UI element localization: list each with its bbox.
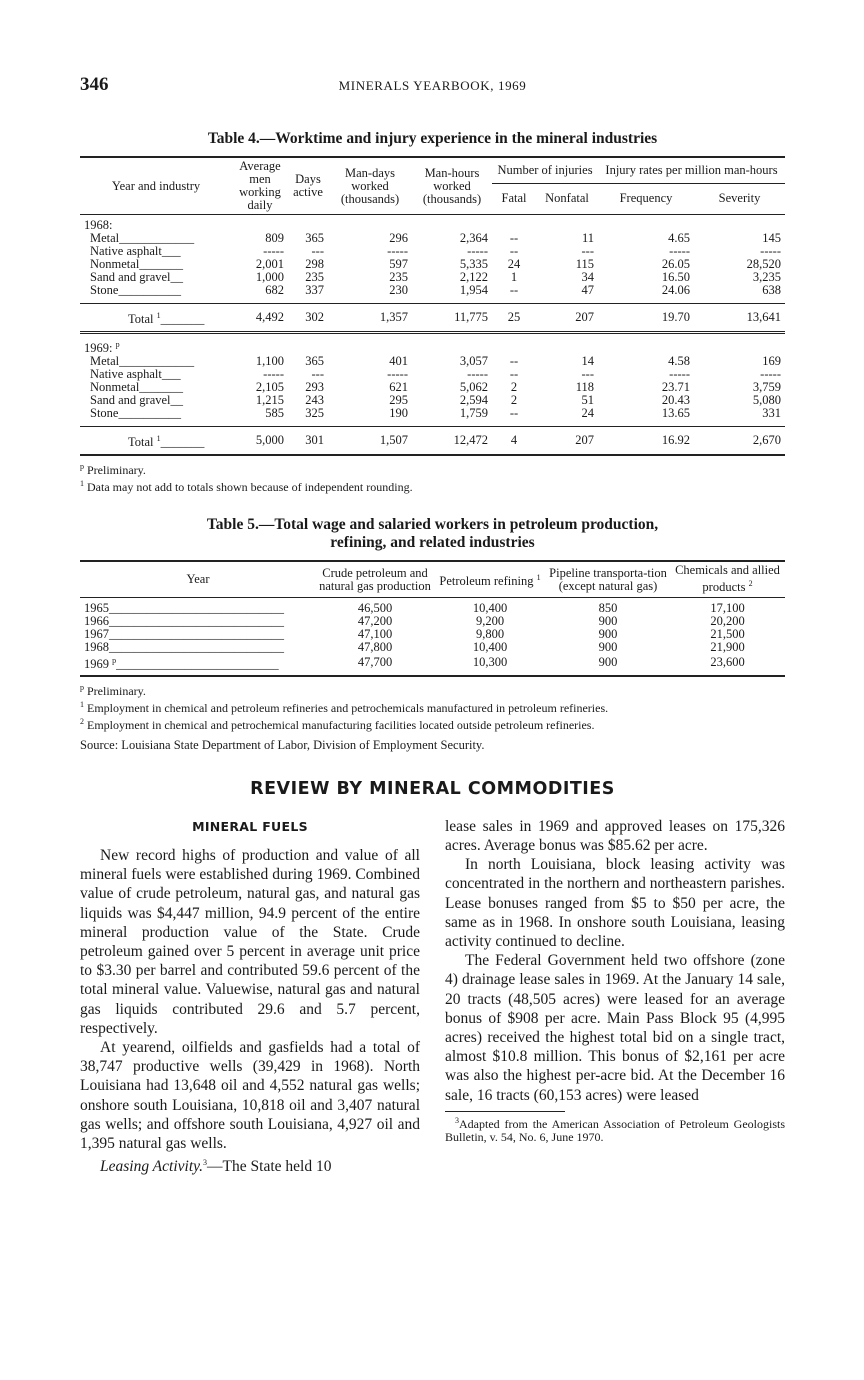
table5 xyxy=(80,560,785,676)
paragraph: The Federal Government held two offshore (zone 4) drainage lease sales in 1969. At the January 14 sale, 20 tracts (48,505 acres) were leased for an average bonus of $908 per acre. Main Pass Block 95 (4,995 acres) received the highest total bid on a single tract, almost $10.8 million. This bonus of $2,161 per acre was also the highest per-acre bid. At the December 16 sale, 16 tracts (60,153 acres) were leased xyxy=(445,952,785,1104)
table5-note-1: $^1$ Employment in chemical and petroleum refineries and petrochemicals manufactured in petroleum refineries. xyxy=(80,699,609,715)
table-row: Stone__________ 682 337 230 1,954 -- 47 24.06 638 xyxy=(90,283,781,297)
table4-note-1: $^1$ Data may not add to totals shown because of independent rounding. xyxy=(80,479,413,495)
paragraph: At yearend, oilfields and gasfields had a total of 38,747 productive wells (39,429 in 1968). North Louisiana had 13,648 oil and 4,552 natural gas wells; onshore south Louisiana, 10,818 oil and 3,407 natural gas wells; and offshore south Louisiana, 4,927 oil and 1,395 natural gas wells. xyxy=(80,1039,420,1153)
footnote-3: $^3$Adapted from the American Association of Petroleum Geologists Bulletin, v. 54, No. 6, June 1970. xyxy=(445,1115,785,1144)
col-chemicals-allied: Chemicals and allied products $^2$ xyxy=(670,561,785,597)
document-page xyxy=(80,70,785,1177)
col-pipeline-transportation: Pipeline transporta-tion (except natural gas) xyxy=(546,561,670,597)
table5-source: Source: Louisiana State Department of Labor, Division of Employment Security. xyxy=(80,737,485,752)
table4-body-1969 xyxy=(80,333,785,456)
footnote-rule xyxy=(445,1111,565,1112)
section-title: REVIEW BY MINERAL COMMODITIES xyxy=(250,778,615,799)
col-fatal: Fatal xyxy=(492,183,536,214)
table-row: Sand and gravel__ 1,215 243 295 2,594 2 51 20.43 5,080 xyxy=(90,393,781,408)
total-row-1968: Total $^1$_______ 4,492 302 1,357 11,775 25 207 19.70 13,641 xyxy=(80,304,785,333)
paragraph: lease sales in 1969 and approved leases on 175,326 acres. Average bonus was $85.62 per acre. xyxy=(445,817,785,854)
year-label-1969: 1969: $^p$ xyxy=(84,340,120,356)
table4-title: Table 4.—Worktime and injury experience in the mineral industries xyxy=(207,130,658,147)
table4-body-1968 xyxy=(80,215,785,333)
page-header xyxy=(80,70,785,102)
table4-notes xyxy=(80,460,785,494)
total-row-1969: Total $^1$_______ 5,000 301 1,507 12,472 4 207 16.92 2,670 xyxy=(80,427,785,456)
paragraph: New record highs of production and value of all mineral fuels were established during 1969. Combined value of crude petroleum, natural gas, and natural gas liquids was $4,447 million, 94.9 percent of the entire mineral production value of the State. Crude petroleum gained over 5 percent in average unit price to $3.30 per barrel and contributed 59.6 percent of the total mineral value. Valuewise, natural gas and natural gas liquids contributed 29.6 and 5.7 percent, respectively. xyxy=(80,846,420,1037)
table-row: 1969 $^p$__________________________ 47,700 10,300 900 23,600 xyxy=(80,654,785,676)
year-label-1968: 1968: xyxy=(84,218,113,232)
table-row: Nonmetal_______ 2,001 298 597 5,335 24 115 26.05 28,520 xyxy=(90,257,781,271)
two-column-text xyxy=(80,817,785,1177)
col-injury-rates: Injury rates per million man-hours xyxy=(598,157,785,183)
col-man-days: Man-days worked (thousands) xyxy=(328,157,412,215)
subhead-mineral-fuels: MINERAL FUELS xyxy=(192,818,308,834)
table-row: Nonmetal_______ 2,105 293 621 5,062 2 118 23.71 3,759 xyxy=(90,380,781,395)
col-nonfatal: Nonfatal xyxy=(536,183,598,214)
table-row: Stone__________ 585 325 190 1,759 -- 24 13.65 331 xyxy=(90,406,781,421)
col-year-industry: Year and industry xyxy=(80,157,232,215)
table5-notes xyxy=(80,681,785,732)
right-column xyxy=(445,817,785,1177)
table5-note-p: $^p$ Preliminary. xyxy=(80,682,146,698)
col-frequency: Frequency xyxy=(598,183,694,214)
table4 xyxy=(80,156,785,456)
col-number-injuries: Number of injuries xyxy=(492,157,598,183)
table-row: 1967____________________________ 47,100 9,800 900 21,500 xyxy=(84,626,745,641)
table-row: Metal____________ 1,100 365 401 3,057 -- 14 4.58 169 xyxy=(90,354,781,369)
col-man-hours: Man-hours worked (thousands) xyxy=(412,157,492,215)
paragraph: In north Louisiana, block leasing activity was concentrated in the northern and northeastern parishes. Lease bonuses ranged from $5 to $50 per acre, the same as in 1968. In onshore south Louisiana, leasing activity continued to decline. xyxy=(445,856,785,950)
table5-note-2: $^2$ Employment in chemical and petrochemical manufacturing facilities located outside petroleum refineries. xyxy=(80,716,595,732)
running-head: MINERALS YEARBOOK, 1969 xyxy=(338,78,527,93)
table-row: Metal____________ 809 365 296 2,364 -- 11 4.65 145 xyxy=(90,231,781,245)
table-row: Sand and gravel__ 1,000 235 235 2,122 1 34 16.50 3,235 xyxy=(90,270,781,284)
table5-title: Table 5.—Total wage and salaried workers in petroleum production, refining, and related industries xyxy=(206,516,659,552)
col-year: Year xyxy=(80,561,316,597)
paragraph-leasing: Leasing Activity.$^3$—The State held 10 xyxy=(100,1158,332,1176)
col-severity: Severity xyxy=(694,183,785,214)
table-row: 1968____________________________ 47,800 10,400 900 21,900 xyxy=(84,639,745,654)
page-number: 346 xyxy=(80,74,109,95)
table-row: Native asphalt___ ----- --- ----- ----- -- --- ----- ----- xyxy=(90,244,781,258)
left-column xyxy=(80,817,420,1177)
col-days-active: Days active xyxy=(288,157,328,215)
col-crude-production: Crude petroleum and natural gas production xyxy=(316,561,434,597)
col-petroleum-refining: Petroleum refining $^1$ xyxy=(434,561,546,597)
col-avg-men: Average men working daily xyxy=(232,157,288,215)
table-row: 1965____________________________ 46,500 10,400 850 17,100 xyxy=(84,600,745,615)
table4-note-p: $^p$ Preliminary. xyxy=(80,462,146,478)
table-row: Native asphalt___ ----- --- ----- ----- -- --- ----- ----- xyxy=(90,367,781,382)
table-row: 1966____________________________ 47,200 9,200 900 20,200 xyxy=(84,613,745,628)
